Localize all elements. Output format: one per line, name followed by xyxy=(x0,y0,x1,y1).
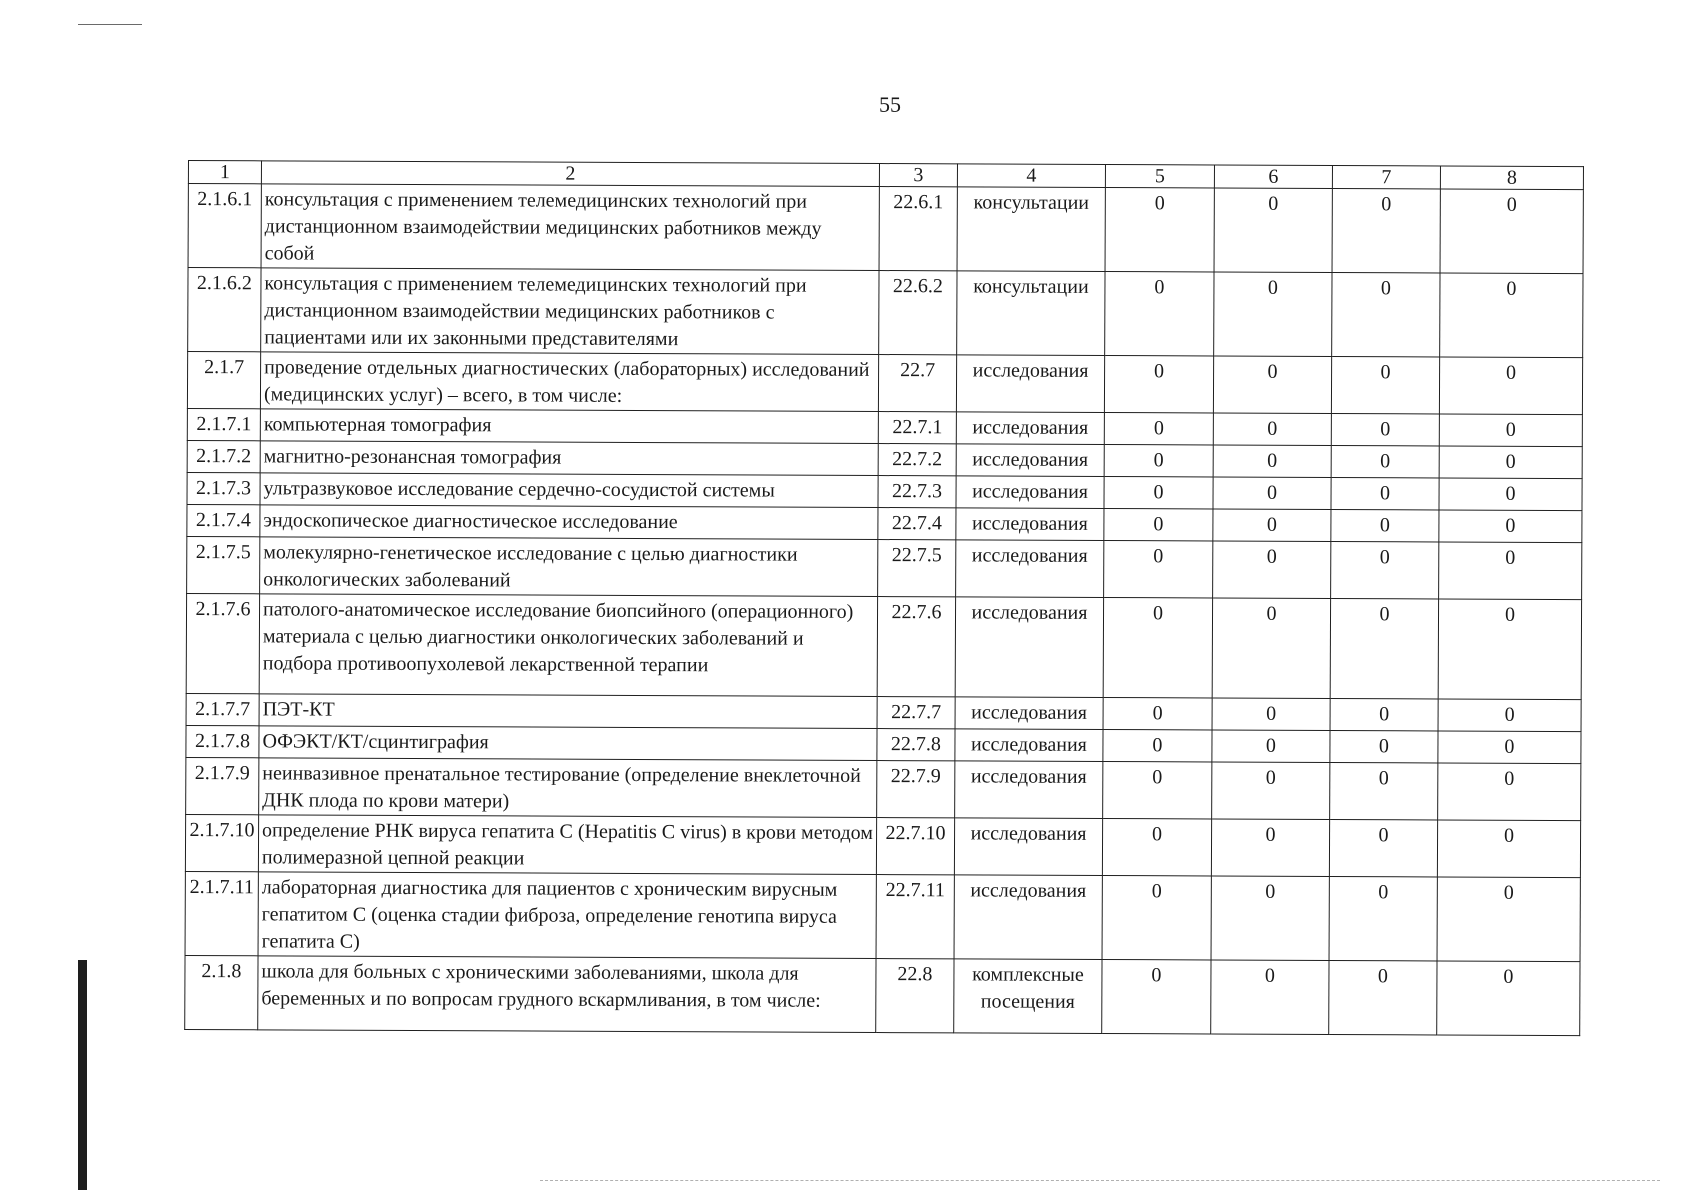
row-value-col7: 0 xyxy=(1329,819,1437,876)
row-value-col6: 0 xyxy=(1214,272,1332,357)
table-body xyxy=(185,184,1584,1036)
row-value-col8: 0 xyxy=(1440,273,1583,358)
row-unit-cell: исследования xyxy=(955,729,1103,762)
row-value-col5: 0 xyxy=(1102,959,1211,1033)
row-value-col5: 0 xyxy=(1103,597,1212,697)
row-value-col7: 0 xyxy=(1332,188,1440,272)
row-value-col5: 0 xyxy=(1102,818,1211,875)
table-row xyxy=(185,955,1580,1035)
row-number-cell: 22.6.1 xyxy=(879,187,957,271)
table-row xyxy=(186,593,1581,699)
row-name-cell: лабораторная диагностика для пациентов с хроническим вирусным гепатитом С (оценка стадии фиброза, определение генотипа вируса гепатита С) xyxy=(258,872,876,959)
row-value-col8: 0 xyxy=(1439,446,1582,479)
table-row xyxy=(188,184,1583,274)
row-code-cell: 2.1.7.2 xyxy=(187,440,260,472)
top-margin-rule xyxy=(78,24,142,25)
row-value-col7: 0 xyxy=(1331,509,1439,541)
row-value-col7: 0 xyxy=(1331,477,1439,509)
table-row xyxy=(187,536,1582,599)
row-unit-cell: исследования xyxy=(954,875,1102,960)
row-name-cell: эндоскопическое диагностическое исследование xyxy=(260,505,878,540)
header-cell-4: 4 xyxy=(957,164,1105,188)
row-value-col7: 0 xyxy=(1331,541,1439,598)
row-number-cell: 22.8 xyxy=(876,959,954,1033)
header-cell-2: 2 xyxy=(261,161,879,187)
row-number-cell: 22.7.5 xyxy=(878,540,956,597)
row-value-col5: 0 xyxy=(1103,729,1212,761)
row-code-cell: 2.1.6.2 xyxy=(188,268,261,352)
row-value-col7: 0 xyxy=(1331,413,1439,445)
row-value-col6: 0 xyxy=(1213,413,1331,446)
row-unit-cell: исследования xyxy=(956,508,1104,541)
row-value-col8: 0 xyxy=(1439,510,1582,543)
header-cell-3: 3 xyxy=(879,164,957,187)
row-unit-cell: консультации xyxy=(957,271,1105,356)
header-cell-8: 8 xyxy=(1440,166,1583,190)
row-number-cell: 22.7.3 xyxy=(878,476,956,508)
row-number-cell: 22.6.2 xyxy=(879,271,957,355)
row-value-col5: 0 xyxy=(1102,875,1211,959)
row-code-cell: 2.1.7.10 xyxy=(185,814,258,871)
row-code-cell: 2.1.8 xyxy=(185,955,258,1029)
table-container xyxy=(184,160,1583,1036)
row-name-cell: ПЭТ-КТ xyxy=(259,694,877,729)
row-value-col5: 0 xyxy=(1104,413,1213,445)
row-value-col8: 0 xyxy=(1438,763,1581,821)
row-value-col5: 0 xyxy=(1104,477,1213,509)
row-number-cell: 22.7.11 xyxy=(876,875,954,959)
row-code-cell: 2.1.6.1 xyxy=(188,184,261,268)
row-value-col5: 0 xyxy=(1105,272,1214,356)
row-unit-cell: исследования xyxy=(956,355,1104,413)
row-name-cell: школа для больных с хроническими заболеваниями, школа для беременных и по вопросам грудного вскармливания, в том числе: xyxy=(258,956,876,1033)
row-value-col8: 0 xyxy=(1437,820,1580,878)
row-code-cell: 2.1.7.6 xyxy=(186,593,259,693)
row-value-col6: 0 xyxy=(1211,819,1329,877)
row-unit-cell: исследования xyxy=(955,761,1103,819)
row-value-col5: 0 xyxy=(1104,509,1213,541)
row-unit-cell: исследования xyxy=(956,444,1104,477)
row-name-cell: патолого-анатомическое исследование биопсийного (операционного) материала с целью диагностики онкологических заболеваний и подбора противоопухолевой лекарственной терапии xyxy=(259,594,877,697)
row-value-col6: 0 xyxy=(1212,698,1330,731)
row-value-col8: 0 xyxy=(1439,357,1582,415)
row-value-col5: 0 xyxy=(1105,188,1214,272)
row-value-col7: 0 xyxy=(1330,762,1438,819)
row-value-col6: 0 xyxy=(1212,762,1330,820)
row-value-col7: 0 xyxy=(1331,445,1439,477)
table-row xyxy=(185,814,1580,877)
row-number-cell: 22.7.4 xyxy=(878,508,956,540)
row-value-col6: 0 xyxy=(1212,598,1330,699)
row-value-col5: 0 xyxy=(1104,540,1213,597)
row-value-col5: 0 xyxy=(1103,761,1212,818)
row-name-cell: консультация с применением телемедицинских технологий при дистанционном взаимодействии медицинских работников между собой xyxy=(261,184,879,271)
row-code-cell: 2.1.7.4 xyxy=(187,504,260,536)
row-unit-cell: исследования xyxy=(956,540,1104,598)
scan-edge-bar xyxy=(78,960,87,1190)
row-number-cell: 22.7.6 xyxy=(877,597,955,697)
row-code-cell: 2.1.7 xyxy=(187,352,260,409)
page-number: 55 xyxy=(879,92,901,117)
table-row xyxy=(187,352,1582,415)
row-unit-cell: исследования xyxy=(956,412,1104,445)
row-value-col7: 0 xyxy=(1331,356,1439,413)
header-cell-6: 6 xyxy=(1214,165,1332,189)
row-value-col5: 0 xyxy=(1103,697,1212,729)
row-value-col7: 0 xyxy=(1329,960,1437,1034)
row-code-cell: 2.1.7.9 xyxy=(186,757,259,814)
row-name-cell: консультация с применением телемедицинских технологий при дистанционном взаимодействии медицинских работников с пациентами или их законными представителями xyxy=(261,268,879,355)
row-name-cell: неинвазивное пренатальное тестирование (определение внеклеточной ДНК плода по крови матери) xyxy=(259,758,877,818)
row-value-col8: 0 xyxy=(1437,877,1580,962)
row-unit-cell: исследования xyxy=(955,697,1103,730)
row-value-col5: 0 xyxy=(1104,356,1213,413)
row-value-col6: 0 xyxy=(1211,960,1329,1035)
row-value-col6: 0 xyxy=(1213,509,1331,542)
row-name-cell: определение РНК вируса гепатита С (Hepatitis C virus) в крови методом полимеразной цепной реакции xyxy=(258,815,876,875)
row-value-col6: 0 xyxy=(1213,356,1331,414)
row-value-col8: 0 xyxy=(1437,961,1580,1036)
row-value-col7: 0 xyxy=(1330,598,1438,698)
row-value-col6: 0 xyxy=(1213,541,1331,599)
bottom-margin-rule xyxy=(540,1180,1660,1181)
row-value-col6: 0 xyxy=(1213,445,1331,478)
row-number-cell: 22.7.8 xyxy=(877,729,955,761)
row-value-col6: 0 xyxy=(1213,477,1331,510)
header-cell-7: 7 xyxy=(1332,165,1440,188)
row-name-cell: ультразвуковое исследование сердечно-сосудистой системы xyxy=(260,473,878,508)
row-value-col8: 0 xyxy=(1440,189,1583,274)
table-row xyxy=(185,871,1580,961)
row-unit-cell: исследования xyxy=(954,818,1102,876)
row-unit-cell: комплексные посещения xyxy=(954,959,1102,1034)
table-row xyxy=(188,268,1583,358)
row-unit-cell: исследования xyxy=(955,597,1103,698)
row-value-col8: 0 xyxy=(1439,414,1582,447)
row-name-cell: ОФЭКТ/КТ/сцинтиграфия xyxy=(259,726,877,761)
row-value-col6: 0 xyxy=(1212,730,1330,763)
row-value-col8: 0 xyxy=(1439,542,1582,600)
row-value-col6: 0 xyxy=(1214,188,1332,273)
row-unit-cell: консультации xyxy=(957,187,1105,272)
row-value-col7: 0 xyxy=(1332,272,1440,356)
row-value-col7: 0 xyxy=(1330,730,1438,762)
row-value-col8: 0 xyxy=(1438,731,1581,764)
header-cell-1: 1 xyxy=(188,161,261,184)
row-code-cell: 2.1.7.5 xyxy=(187,536,260,593)
row-name-cell: молекулярно-генетическое исследование с целью диагностики онкологических заболеваний xyxy=(260,537,878,597)
row-unit-cell: исследования xyxy=(956,476,1104,509)
row-value-col6: 0 xyxy=(1211,876,1329,961)
row-name-cell: компьютерная томография xyxy=(260,409,878,444)
header-cell-5: 5 xyxy=(1105,165,1214,188)
row-code-cell: 2.1.7.8 xyxy=(186,725,259,757)
row-name-cell: проведение отдельных диагностических (лабораторных) исследований (медицинских услуг) – всего, в том числе: xyxy=(260,352,878,412)
row-code-cell: 2.1.7.7 xyxy=(186,693,259,725)
row-value-col5: 0 xyxy=(1104,445,1213,477)
data-table xyxy=(184,160,1584,1036)
row-code-cell: 2.1.7.3 xyxy=(187,472,260,504)
row-number-cell: 22.7.10 xyxy=(876,818,954,875)
row-value-col7: 0 xyxy=(1330,698,1438,730)
row-number-cell: 22.7.7 xyxy=(877,697,955,729)
row-number-cell: 22.7 xyxy=(878,355,956,412)
row-value-col8: 0 xyxy=(1438,599,1581,700)
row-name-cell: магнитно-резонансная томография xyxy=(260,441,878,476)
row-number-cell: 22.7.2 xyxy=(878,444,956,476)
row-code-cell: 2.1.7.11 xyxy=(185,871,258,955)
row-number-cell: 22.7.1 xyxy=(878,412,956,444)
row-code-cell: 2.1.7.1 xyxy=(187,408,260,440)
row-value-col7: 0 xyxy=(1329,876,1437,960)
row-value-col8: 0 xyxy=(1439,478,1582,511)
row-value-col8: 0 xyxy=(1438,699,1581,732)
table-row xyxy=(186,757,1581,820)
row-number-cell: 22.7.9 xyxy=(877,761,955,818)
